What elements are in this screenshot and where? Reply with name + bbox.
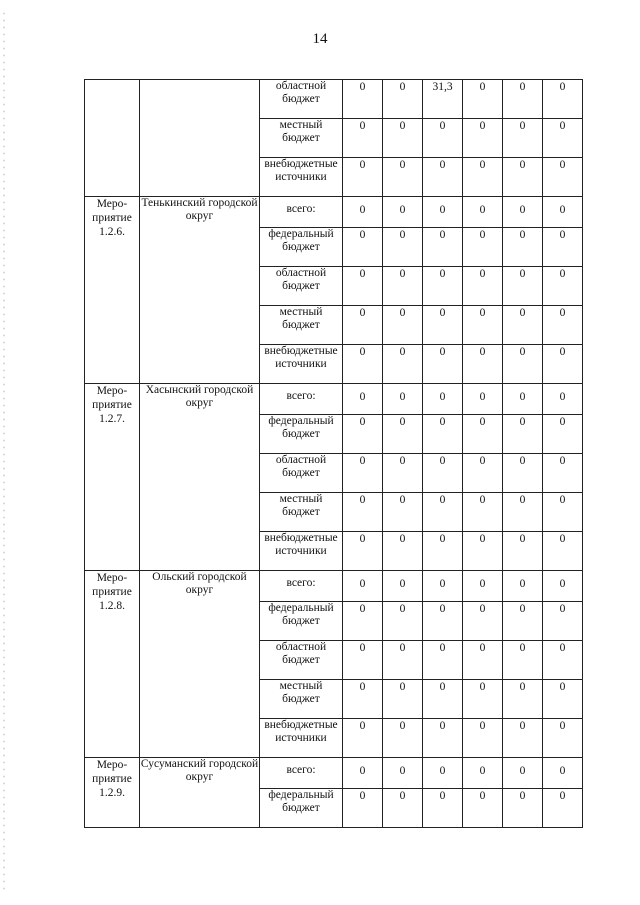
funding-source-cell: всего: bbox=[260, 571, 343, 602]
value-cell: 0 bbox=[463, 197, 503, 228]
value-cell: 0 bbox=[343, 571, 383, 602]
funding-source-cell: внебюджетные источники bbox=[260, 532, 343, 571]
value-cell: 0 bbox=[543, 641, 583, 680]
value-cell: 0 bbox=[503, 602, 543, 641]
value-cell: 0 bbox=[463, 602, 503, 641]
value-cell: 0 bbox=[383, 532, 423, 571]
value-cell: 0 bbox=[343, 345, 383, 384]
value-cell: 0 bbox=[543, 680, 583, 719]
municipality-cell: Тенькинский городской округ bbox=[140, 197, 260, 384]
value-cell: 0 bbox=[343, 415, 383, 454]
value-cell: 0 bbox=[463, 532, 503, 571]
value-cell: 0 bbox=[423, 532, 463, 571]
value-cell: 0 bbox=[543, 571, 583, 602]
value-cell: 0 bbox=[343, 641, 383, 680]
funding-source-cell: всего: bbox=[260, 758, 343, 789]
value-cell: 0 bbox=[503, 80, 543, 119]
value-cell: 0 bbox=[343, 158, 383, 197]
value-cell: 0 bbox=[463, 158, 503, 197]
value-cell: 0 bbox=[503, 384, 543, 415]
value-cell: 0 bbox=[463, 415, 503, 454]
value-cell: 0 bbox=[503, 119, 543, 158]
value-cell: 0 bbox=[543, 345, 583, 384]
measure-name-cell bbox=[85, 80, 140, 197]
value-cell: 0 bbox=[543, 384, 583, 415]
table-body bbox=[85, 80, 583, 828]
value-cell: 0 bbox=[343, 493, 383, 532]
funding-source-cell: внебюджетные источники bbox=[260, 158, 343, 197]
table-row bbox=[85, 80, 583, 119]
value-cell: 0 bbox=[503, 415, 543, 454]
value-cell: 0 bbox=[343, 197, 383, 228]
funding-source-cell: всего: bbox=[260, 384, 343, 415]
value-cell: 0 bbox=[543, 197, 583, 228]
measure-name-cell: Меро-приятие 1.2.7. bbox=[85, 384, 140, 571]
value-cell: 0 bbox=[543, 532, 583, 571]
value-cell: 0 bbox=[343, 602, 383, 641]
value-cell: 0 bbox=[423, 345, 463, 384]
value-cell: 31,3 bbox=[423, 80, 463, 119]
value-cell: 0 bbox=[463, 571, 503, 602]
funding-source-cell: федеральный бюджет bbox=[260, 415, 343, 454]
value-cell: 0 bbox=[543, 493, 583, 532]
value-cell: 0 bbox=[543, 306, 583, 345]
value-cell: 0 bbox=[503, 719, 543, 758]
value-cell: 0 bbox=[543, 158, 583, 197]
budget-table bbox=[84, 79, 583, 828]
value-cell: 0 bbox=[343, 532, 383, 571]
value-cell: 0 bbox=[463, 267, 503, 306]
value-cell: 0 bbox=[423, 680, 463, 719]
value-cell: 0 bbox=[503, 758, 543, 789]
value-cell: 0 bbox=[423, 641, 463, 680]
value-cell: 0 bbox=[343, 119, 383, 158]
value-cell: 0 bbox=[383, 345, 423, 384]
value-cell: 0 bbox=[503, 345, 543, 384]
measure-name-cell: Меро-приятие 1.2.8. bbox=[85, 571, 140, 758]
value-cell: 0 bbox=[463, 789, 503, 828]
value-cell: 0 bbox=[543, 80, 583, 119]
value-cell: 0 bbox=[383, 719, 423, 758]
value-cell: 0 bbox=[383, 641, 423, 680]
value-cell: 0 bbox=[543, 789, 583, 828]
value-cell: 0 bbox=[503, 158, 543, 197]
value-cell: 0 bbox=[383, 680, 423, 719]
value-cell: 0 bbox=[423, 384, 463, 415]
value-cell: 0 bbox=[423, 789, 463, 828]
value-cell: 0 bbox=[343, 758, 383, 789]
value-cell: 0 bbox=[383, 197, 423, 228]
value-cell: 0 bbox=[343, 454, 383, 493]
funding-source-cell: областной бюджет bbox=[260, 267, 343, 306]
scan-edge-dots bbox=[3, 10, 5, 890]
value-cell: 0 bbox=[503, 306, 543, 345]
municipality-cell: Сусуманский городской округ bbox=[140, 758, 260, 828]
funding-source-cell: всего: bbox=[260, 197, 343, 228]
value-cell: 0 bbox=[543, 415, 583, 454]
funding-source-cell: внебюджетные источники bbox=[260, 345, 343, 384]
value-cell: 0 bbox=[383, 415, 423, 454]
value-cell: 0 bbox=[343, 306, 383, 345]
municipality-cell bbox=[140, 80, 260, 197]
value-cell: 0 bbox=[543, 602, 583, 641]
municipality-cell: Ольский городской округ bbox=[140, 571, 260, 758]
value-cell: 0 bbox=[343, 228, 383, 267]
funding-source-cell: местный бюджет bbox=[260, 306, 343, 345]
value-cell: 0 bbox=[423, 228, 463, 267]
value-cell: 0 bbox=[423, 719, 463, 758]
value-cell: 0 bbox=[463, 306, 503, 345]
value-cell: 0 bbox=[383, 758, 423, 789]
value-cell: 0 bbox=[383, 602, 423, 641]
funding-source-cell: областной бюджет bbox=[260, 80, 343, 119]
table-row bbox=[85, 384, 583, 415]
value-cell: 0 bbox=[463, 228, 503, 267]
value-cell: 0 bbox=[343, 680, 383, 719]
value-cell: 0 bbox=[503, 532, 543, 571]
table-row bbox=[85, 197, 583, 228]
value-cell: 0 bbox=[383, 158, 423, 197]
value-cell: 0 bbox=[383, 119, 423, 158]
value-cell: 0 bbox=[423, 197, 463, 228]
value-cell: 0 bbox=[423, 158, 463, 197]
value-cell: 0 bbox=[423, 571, 463, 602]
value-cell: 0 bbox=[343, 384, 383, 415]
value-cell: 0 bbox=[543, 719, 583, 758]
measure-name-cell: Меро-приятие 1.2.9. bbox=[85, 758, 140, 828]
value-cell: 0 bbox=[383, 228, 423, 267]
value-cell: 0 bbox=[543, 454, 583, 493]
value-cell: 0 bbox=[383, 493, 423, 532]
funding-source-cell: местный бюджет bbox=[260, 119, 343, 158]
value-cell: 0 bbox=[383, 384, 423, 415]
funding-source-cell: федеральный бюджет bbox=[260, 602, 343, 641]
value-cell: 0 bbox=[423, 306, 463, 345]
value-cell: 0 bbox=[343, 267, 383, 306]
funding-source-cell: областной бюджет bbox=[260, 641, 343, 680]
value-cell: 0 bbox=[423, 758, 463, 789]
value-cell: 0 bbox=[503, 641, 543, 680]
funding-source-cell: местный бюджет bbox=[260, 680, 343, 719]
value-cell: 0 bbox=[463, 493, 503, 532]
value-cell: 0 bbox=[383, 454, 423, 493]
measure-name-cell: Меро-приятие 1.2.6. bbox=[85, 197, 140, 384]
value-cell: 0 bbox=[343, 80, 383, 119]
value-cell: 0 bbox=[383, 789, 423, 828]
value-cell: 0 bbox=[383, 571, 423, 602]
value-cell: 0 bbox=[503, 197, 543, 228]
funding-source-cell: внебюджетные источники bbox=[260, 719, 343, 758]
value-cell: 0 bbox=[543, 267, 583, 306]
funding-source-cell: местный бюджет bbox=[260, 493, 343, 532]
value-cell: 0 bbox=[503, 789, 543, 828]
value-cell: 0 bbox=[423, 493, 463, 532]
value-cell: 0 bbox=[503, 571, 543, 602]
value-cell: 0 bbox=[463, 80, 503, 119]
value-cell: 0 bbox=[543, 228, 583, 267]
table-row bbox=[85, 758, 583, 789]
value-cell: 0 bbox=[543, 119, 583, 158]
municipality-cell: Хасынский городской округ bbox=[140, 384, 260, 571]
value-cell: 0 bbox=[423, 119, 463, 158]
value-cell: 0 bbox=[423, 602, 463, 641]
value-cell: 0 bbox=[463, 384, 503, 415]
value-cell: 0 bbox=[343, 719, 383, 758]
value-cell: 0 bbox=[463, 758, 503, 789]
value-cell: 0 bbox=[543, 758, 583, 789]
value-cell: 0 bbox=[503, 228, 543, 267]
value-cell: 0 bbox=[463, 641, 503, 680]
value-cell: 0 bbox=[343, 789, 383, 828]
value-cell: 0 bbox=[503, 680, 543, 719]
page-number: 14 bbox=[312, 31, 328, 47]
value-cell: 0 bbox=[383, 80, 423, 119]
value-cell: 0 bbox=[503, 267, 543, 306]
value-cell: 0 bbox=[383, 306, 423, 345]
table-row bbox=[85, 571, 583, 602]
value-cell: 0 bbox=[503, 493, 543, 532]
value-cell: 0 bbox=[423, 415, 463, 454]
funding-source-cell: федеральный бюджет bbox=[260, 789, 343, 828]
value-cell: 0 bbox=[423, 267, 463, 306]
value-cell: 0 bbox=[463, 680, 503, 719]
value-cell: 0 bbox=[463, 345, 503, 384]
value-cell: 0 bbox=[383, 267, 423, 306]
value-cell: 0 bbox=[503, 454, 543, 493]
value-cell: 0 bbox=[423, 454, 463, 493]
value-cell: 0 bbox=[463, 719, 503, 758]
value-cell: 0 bbox=[463, 454, 503, 493]
funding-source-cell: областной бюджет bbox=[260, 454, 343, 493]
value-cell: 0 bbox=[463, 119, 503, 158]
funding-source-cell: федеральный бюджет bbox=[260, 228, 343, 267]
